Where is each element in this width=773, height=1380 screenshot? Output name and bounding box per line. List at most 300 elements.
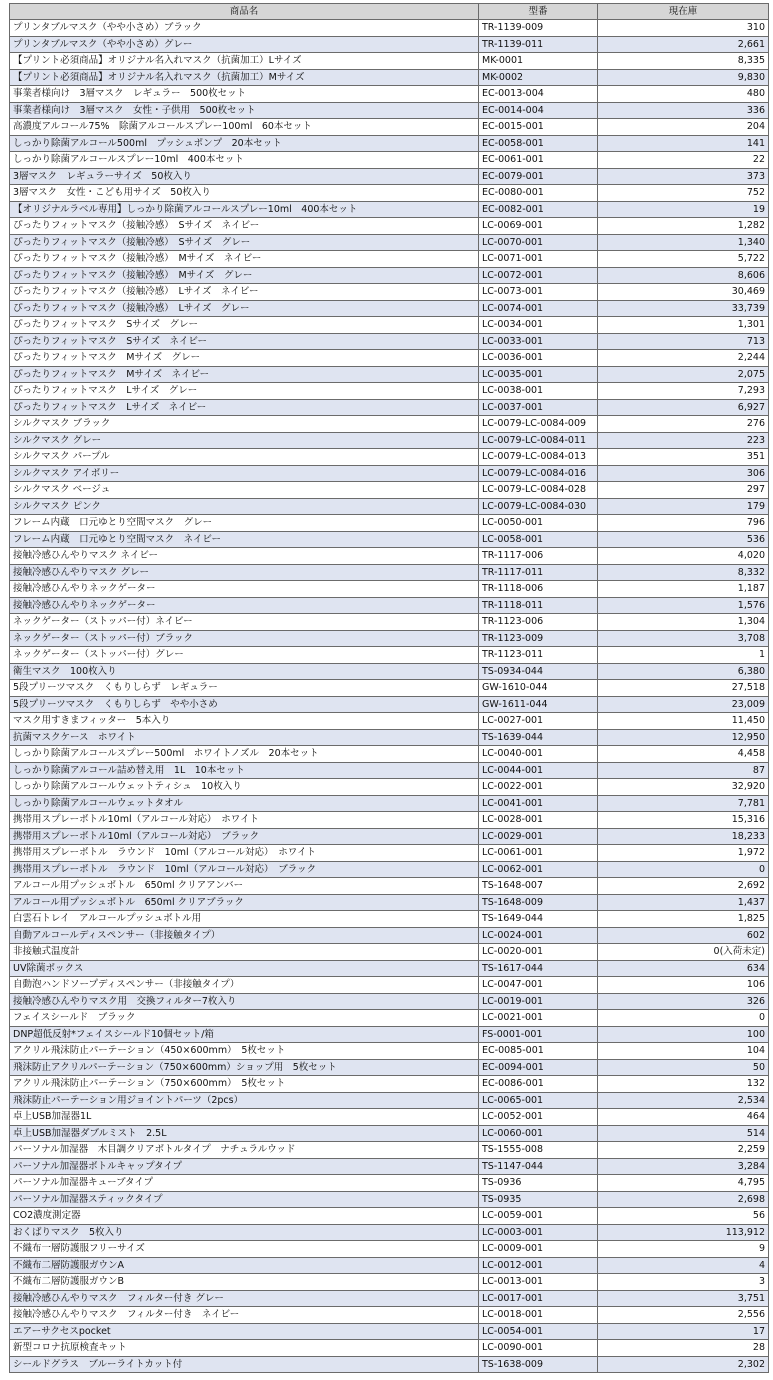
table-row: [10, 234, 769, 251]
table-row: [10, 762, 769, 779]
cell-stock: 30,469: [598, 284, 769, 301]
cell-stock: 336: [598, 102, 769, 119]
table-row: [10, 729, 769, 746]
table-row: [10, 1142, 769, 1159]
cell-model-number: TR-1118-011: [479, 597, 598, 614]
table-row: [10, 515, 769, 532]
cell-stock: 33,739: [598, 300, 769, 317]
cell-product-name: フェイスシールド ブラック: [10, 1010, 479, 1027]
cell-model-number: LC-0079-LC-0084-009: [479, 416, 598, 433]
cell-stock: 752: [598, 185, 769, 202]
cell-stock: 22: [598, 152, 769, 169]
cell-product-name: 携帯用スプレーボトル ラウンド 10ml（アルコール対応） ブラック: [10, 861, 479, 878]
table-row: [10, 1191, 769, 1208]
cell-model-number: TR-1139-011: [479, 36, 598, 53]
table-row: [10, 1241, 769, 1258]
cell-model-number: LC-0079-LC-0084-011: [479, 432, 598, 449]
table-row: [10, 20, 769, 37]
table-row: [10, 366, 769, 383]
cell-model-number: TR-1118-006: [479, 581, 598, 598]
cell-stock: 9,830: [598, 69, 769, 86]
cell-stock: 106: [598, 977, 769, 994]
cell-model-number: TS-0934-044: [479, 663, 598, 680]
cell-stock: 8,335: [598, 53, 769, 70]
table-row: [10, 168, 769, 185]
table-row: [10, 102, 769, 119]
table-row: [10, 284, 769, 301]
cell-stock: 132: [598, 1076, 769, 1093]
table-row: [10, 1224, 769, 1241]
cell-product-name: UV除菌ボックス: [10, 960, 479, 977]
table-row: [10, 267, 769, 284]
table-row: [10, 696, 769, 713]
cell-product-name: 接触冷感ひんやりマスク用 交換フィルター7枚入り: [10, 993, 479, 1010]
cell-product-name: ネックゲーター（ストッパー付）ブラック: [10, 630, 479, 647]
cell-product-name: エアーサクセスpocket: [10, 1323, 479, 1340]
header-row: [10, 4, 769, 20]
cell-stock: 1,437: [598, 894, 769, 911]
cell-stock: 1: [598, 647, 769, 664]
table-row: [10, 432, 769, 449]
cell-product-name: シルクマスク ピンク: [10, 498, 479, 515]
cell-model-number: LC-0065-001: [479, 1092, 598, 1109]
cell-stock: 1,282: [598, 218, 769, 235]
cell-model-number: TR-1117-006: [479, 548, 598, 565]
cell-model-number: EC-0082-001: [479, 201, 598, 218]
cell-model-number: TS-1639-044: [479, 729, 598, 746]
cell-product-name: 非接触式温度計: [10, 944, 479, 961]
cell-product-name: 飛沫防止パーテーション用ジョイントパーツ（2pcs）: [10, 1092, 479, 1109]
cell-product-name: 3層マスク レギュラーサイズ 50枚入り: [10, 168, 479, 185]
cell-product-name: ぴったりフィットマスク Lサイズ ネイビー: [10, 399, 479, 416]
table-row: [10, 647, 769, 664]
cell-model-number: TR-1139-009: [479, 20, 598, 37]
table-row: [10, 53, 769, 70]
cell-product-name: 接触冷感ひんやりマスク フィルター付き ネイビー: [10, 1307, 479, 1324]
table-row: [10, 812, 769, 829]
cell-product-name: ネックゲーター（ストッパー付）グレー: [10, 647, 479, 664]
cell-stock: 141: [598, 135, 769, 152]
cell-model-number: EC-0086-001: [479, 1076, 598, 1093]
cell-stock: 4,458: [598, 746, 769, 763]
cell-stock: 351: [598, 449, 769, 466]
cell-product-name: 接触冷感ひんやりネックゲーター: [10, 597, 479, 614]
cell-stock: 602: [598, 927, 769, 944]
cell-product-name: 携帯用スプレーボトル10ml（アルコール対応） ホワイト: [10, 812, 479, 829]
cell-stock: 1,301: [598, 317, 769, 334]
table-row: [10, 350, 769, 367]
cell-stock: 2,661: [598, 36, 769, 53]
cell-model-number: LC-0070-001: [479, 234, 598, 251]
cell-stock: 2,075: [598, 366, 769, 383]
cell-stock: 1,304: [598, 614, 769, 631]
cell-product-name: しっかり除菌アルコール詰め替え用 1L 10本セット: [10, 762, 479, 779]
table-row: [10, 630, 769, 647]
cell-product-name: しっかり除菌アルコールウェットティシュ 10枚入り: [10, 779, 479, 796]
cell-product-name: ぴったりフィットマスク（接触冷感） Lサイズ グレー: [10, 300, 479, 317]
cell-model-number: EC-0015-001: [479, 119, 598, 136]
cell-product-name: シルクマスク パープル: [10, 449, 479, 466]
cell-stock: 113,912: [598, 1224, 769, 1241]
table-row: [10, 1340, 769, 1357]
cell-model-number: EC-0014-004: [479, 102, 598, 119]
table-row: [10, 1274, 769, 1291]
cell-stock: 4,795: [598, 1175, 769, 1192]
table-row: [10, 1307, 769, 1324]
cell-model-number: LC-0036-001: [479, 350, 598, 367]
table-row: [10, 1109, 769, 1126]
cell-stock: 9: [598, 1241, 769, 1258]
cell-model-number: LC-0050-001: [479, 515, 598, 532]
cell-product-name: しっかり除菌アルコールウェットタオル: [10, 795, 479, 812]
cell-stock: 3,708: [598, 630, 769, 647]
table-row: [10, 152, 769, 169]
cell-product-name: ぴったりフィットマスク（接触冷感） Mサイズ グレー: [10, 267, 479, 284]
cell-product-name: 携帯用スプレーボトル10ml（アルコール対応） ブラック: [10, 828, 479, 845]
cell-model-number: LC-0020-001: [479, 944, 598, 961]
table-row: [10, 564, 769, 581]
cell-stock: 17: [598, 1323, 769, 1340]
cell-model-number: TR-1123-011: [479, 647, 598, 664]
table-row: [10, 927, 769, 944]
table-row: [10, 1010, 769, 1027]
cell-model-number: LC-0028-001: [479, 812, 598, 829]
cell-product-name: 携帯用スプレーボトル ラウンド 10ml（アルコール対応） ホワイト: [10, 845, 479, 862]
table-row: [10, 597, 769, 614]
cell-product-name: パーソナル加湿器スティックタイプ: [10, 1191, 479, 1208]
cell-stock: 104: [598, 1043, 769, 1060]
cell-stock: 23,009: [598, 696, 769, 713]
cell-model-number: LC-0003-001: [479, 1224, 598, 1241]
table-row: [10, 845, 769, 862]
table-row: [10, 1175, 769, 1192]
cell-stock: 3,751: [598, 1290, 769, 1307]
cell-stock: 480: [598, 86, 769, 103]
table-row: [10, 779, 769, 796]
cell-stock: 2,692: [598, 878, 769, 895]
cell-model-number: LC-0061-001: [479, 845, 598, 862]
cell-stock: 796: [598, 515, 769, 532]
cell-product-name: 5段プリーツマスク くもりしらず やや小さめ: [10, 696, 479, 713]
cell-stock: 0(入荷未定): [598, 944, 769, 961]
cell-product-name: 自動泡ハンドソープディスペンサー（非接触タイプ）: [10, 977, 479, 994]
table-row: [10, 333, 769, 350]
cell-product-name: アクリル飛沫防止パーテーション（450×600mm） 5枚セット: [10, 1043, 479, 1060]
cell-stock: 11,450: [598, 713, 769, 730]
cell-model-number: LC-0062-001: [479, 861, 598, 878]
cell-model-number: LC-0047-001: [479, 977, 598, 994]
cell-stock: 32,920: [598, 779, 769, 796]
table-row: [10, 317, 769, 334]
cell-stock: 1,825: [598, 911, 769, 928]
cell-model-number: LC-0060-001: [479, 1125, 598, 1142]
cell-product-name: しっかり除菌アルコールスプレー500ml ホワイトノズル 20本セット: [10, 746, 479, 763]
cell-product-name: 接触冷感ひんやりネックゲーター: [10, 581, 479, 598]
cell-stock: 27,518: [598, 680, 769, 697]
table-row: [10, 1323, 769, 1340]
cell-product-name: アルコール用プッシュボトル 650ml クリアアンバー: [10, 878, 479, 895]
cell-model-number: LC-0073-001: [479, 284, 598, 301]
table-row: [10, 531, 769, 548]
cell-product-name: 接触冷感ひんやりマスク グレー: [10, 564, 479, 581]
cell-product-name: 3層マスク 女性・こども用サイズ 50枚入り: [10, 185, 479, 202]
cell-product-name: シルクマスク グレー: [10, 432, 479, 449]
cell-product-name: しっかり除菌アルコール500ml プッシュポンプ 20本セット: [10, 135, 479, 152]
table-row: [10, 218, 769, 235]
cell-product-name: 【オリジナルラベル専用】しっかり除菌アルコールスプレー10ml 400本セット: [10, 201, 479, 218]
table-row: [10, 1076, 769, 1093]
table-row: [10, 713, 769, 730]
cell-product-name: ぴったりフィットマスク Sサイズ グレー: [10, 317, 479, 334]
cell-stock: 326: [598, 993, 769, 1010]
cell-stock: 15,316: [598, 812, 769, 829]
cell-model-number: LC-0021-001: [479, 1010, 598, 1027]
cell-model-number: LC-0059-001: [479, 1208, 598, 1225]
cell-product-name: フレーム内蔵 口元ゆとり空間マスク ネイビー: [10, 531, 479, 548]
cell-stock: 310: [598, 20, 769, 37]
table-row: [10, 1158, 769, 1175]
table-row: [10, 185, 769, 202]
table-row: [10, 878, 769, 895]
table-row: [10, 1026, 769, 1043]
cell-product-name: 接触冷感ひんやりマスク ネイビー: [10, 548, 479, 565]
table-row: [10, 383, 769, 400]
cell-product-name: アクリル飛沫防止パーテーション（750×600mm） 5枚セット: [10, 1076, 479, 1093]
cell-model-number: MK-0001: [479, 53, 598, 70]
cell-stock: 713: [598, 333, 769, 350]
cell-stock: 2,302: [598, 1356, 769, 1373]
cell-product-name: 高濃度アルコール75% 除菌アルコールスプレー100ml 60本セット: [10, 119, 479, 136]
cell-product-name: ぴったりフィットマスク（接触冷感） Sサイズ グレー: [10, 234, 479, 251]
cell-model-number: LC-0074-001: [479, 300, 598, 317]
cell-product-name: シールドグラス ブルーライトカット付: [10, 1356, 479, 1373]
cell-product-name: DNP超低反射*フェイスシールド10個セット/箱: [10, 1026, 479, 1043]
cell-stock: 5,722: [598, 251, 769, 268]
cell-product-name: ぴったりフィットマスク Lサイズ グレー: [10, 383, 479, 400]
cell-product-name: 飛沫防止アクリルパーテーション（750×600mm）ショップ用 5枚セット: [10, 1059, 479, 1076]
cell-product-name: ぴったりフィットマスク（接触冷感） Sサイズ ネイビー: [10, 218, 479, 235]
cell-model-number: LC-0018-001: [479, 1307, 598, 1324]
cell-product-name: 事業者様向け 3層マスク レギュラー 500枚セット: [10, 86, 479, 103]
cell-stock: 297: [598, 482, 769, 499]
cell-stock: 3: [598, 1274, 769, 1291]
cell-model-number: LC-0037-001: [479, 399, 598, 416]
cell-product-name: 白雲石トレイ アルコールプッシュボトル用: [10, 911, 479, 928]
cell-model-number: LC-0090-001: [479, 1340, 598, 1357]
cell-product-name: ぴったりフィットマスク（接触冷感） Lサイズ ネイビー: [10, 284, 479, 301]
cell-model-number: LC-0058-001: [479, 531, 598, 548]
cell-model-number: LC-0033-001: [479, 333, 598, 350]
cell-stock: 28: [598, 1340, 769, 1357]
table-row: [10, 828, 769, 845]
cell-model-number: LC-0024-001: [479, 927, 598, 944]
cell-model-number: LC-0054-001: [479, 1323, 598, 1340]
cell-product-name: アルコール用プッシュボトル 650ml クリアブラック: [10, 894, 479, 911]
cell-model-number: LC-0069-001: [479, 218, 598, 235]
table-row: [10, 1092, 769, 1109]
table-row: [10, 960, 769, 977]
cell-model-number: LC-0079-LC-0084-016: [479, 465, 598, 482]
cell-stock: 4,020: [598, 548, 769, 565]
cell-stock: 56: [598, 1208, 769, 1225]
cell-stock: 1,972: [598, 845, 769, 862]
header-model-number: 型番: [479, 4, 598, 20]
cell-product-name: パーソナル加湿器ボトルキャップタイプ: [10, 1158, 479, 1175]
table-row: [10, 135, 769, 152]
cell-product-name: 卓上USB加湿器ダブルミスト 2.5L: [10, 1125, 479, 1142]
table-row: [10, 663, 769, 680]
cell-product-name: シルクマスク ベージュ: [10, 482, 479, 499]
table-row: [10, 201, 769, 218]
table-row: [10, 399, 769, 416]
cell-stock: 18,233: [598, 828, 769, 845]
cell-stock: 100: [598, 1026, 769, 1043]
cell-stock: 223: [598, 432, 769, 449]
cell-stock: 87: [598, 762, 769, 779]
cell-model-number: TS-1555-008: [479, 1142, 598, 1159]
cell-stock: 12,950: [598, 729, 769, 746]
cell-model-number: LC-0009-001: [479, 1241, 598, 1258]
cell-product-name: 新型コロナ抗原検査キット: [10, 1340, 479, 1357]
cell-product-name: ぴったりフィットマスク Mサイズ ネイビー: [10, 366, 479, 383]
cell-stock: 2,698: [598, 1191, 769, 1208]
cell-stock: 1,340: [598, 234, 769, 251]
cell-stock: 50: [598, 1059, 769, 1076]
table-row: [10, 416, 769, 433]
cell-model-number: LC-0079-LC-0084-030: [479, 498, 598, 515]
table-row: [10, 1257, 769, 1274]
cell-stock: 2,244: [598, 350, 769, 367]
table-row: [10, 795, 769, 812]
cell-product-name: シルクマスク アイボリー: [10, 465, 479, 482]
cell-model-number: EC-0058-001: [479, 135, 598, 152]
cell-product-name: 5段プリーツマスク くもりしらず レギュラー: [10, 680, 479, 697]
table-row: [10, 680, 769, 697]
table-row: [10, 482, 769, 499]
table-row: [10, 614, 769, 631]
cell-product-name: マスク用すきまフィッター 5本入り: [10, 713, 479, 730]
stock-table: [9, 3, 769, 1373]
cell-product-name: 卓上USB加湿器1L: [10, 1109, 479, 1126]
table-row: [10, 119, 769, 136]
cell-model-number: LC-0012-001: [479, 1257, 598, 1274]
cell-stock: 464: [598, 1109, 769, 1126]
table-row: [10, 251, 769, 268]
table-row: [10, 581, 769, 598]
cell-product-name: パーソナル加湿器 木目調クリアボトルタイプ ナチュラルウッド: [10, 1142, 479, 1159]
cell-model-number: GW-1611-044: [479, 696, 598, 713]
cell-model-number: EC-0085-001: [479, 1043, 598, 1060]
cell-model-number: LC-0040-001: [479, 746, 598, 763]
cell-model-number: TS-0936: [479, 1175, 598, 1192]
cell-stock: 0: [598, 861, 769, 878]
cell-product-name: おくばりマスク 5枚入り: [10, 1224, 479, 1241]
cell-product-name: しっかり除菌アルコールスプレー10ml 400本セット: [10, 152, 479, 169]
cell-model-number: GW-1610-044: [479, 680, 598, 697]
cell-product-name: 不織布二層防護服ガウンB: [10, 1274, 479, 1291]
cell-stock: 2,259: [598, 1142, 769, 1159]
cell-product-name: 衛生マスク 100枚入り: [10, 663, 479, 680]
cell-model-number: TS-1638-009: [479, 1356, 598, 1373]
table-row: [10, 993, 769, 1010]
cell-stock: 6,927: [598, 399, 769, 416]
cell-model-number: FS-0001-001: [479, 1026, 598, 1043]
table-row: [10, 1356, 769, 1373]
cell-product-name: ぴったりフィットマスク Mサイズ グレー: [10, 350, 479, 367]
header-current-stock: 現在庫: [598, 4, 769, 20]
cell-product-name: 抗菌マスクケース ホワイト: [10, 729, 479, 746]
cell-stock: 7,293: [598, 383, 769, 400]
cell-model-number: EC-0061-001: [479, 152, 598, 169]
table-row: [10, 944, 769, 961]
cell-model-number: LC-0029-001: [479, 828, 598, 845]
table-row: [10, 1043, 769, 1060]
cell-model-number: TS-1649-044: [479, 911, 598, 928]
cell-model-number: LC-0044-001: [479, 762, 598, 779]
cell-model-number: TS-1648-007: [479, 878, 598, 895]
table-row: [10, 894, 769, 911]
table-body: [10, 20, 769, 1373]
cell-model-number: EC-0079-001: [479, 168, 598, 185]
cell-model-number: TS-1648-009: [479, 894, 598, 911]
cell-model-number: LC-0022-001: [479, 779, 598, 796]
cell-product-name: シルクマスク ブラック: [10, 416, 479, 433]
cell-product-name: 接触冷感ひんやりマスク フィルター付き グレー: [10, 1290, 479, 1307]
cell-stock: 1,576: [598, 597, 769, 614]
cell-stock: 276: [598, 416, 769, 433]
cell-product-name: 不織布一層防護服フリーサイズ: [10, 1241, 479, 1258]
cell-product-name: 事業者様向け 3層マスク 女性・子供用 500枚セット: [10, 102, 479, 119]
cell-stock: 179: [598, 498, 769, 515]
table-row: [10, 977, 769, 994]
cell-model-number: TR-1123-009: [479, 630, 598, 647]
cell-model-number: LC-0027-001: [479, 713, 598, 730]
cell-model-number: LC-0017-001: [479, 1290, 598, 1307]
cell-model-number: LC-0035-001: [479, 366, 598, 383]
table-row: [10, 1125, 769, 1142]
cell-product-name: CO2濃度測定器: [10, 1208, 479, 1225]
cell-model-number: TS-1617-044: [479, 960, 598, 977]
cell-product-name: プリンタブルマスク（やや小さめ）ブラック: [10, 20, 479, 37]
cell-stock: 536: [598, 531, 769, 548]
table-row: [10, 86, 769, 103]
cell-model-number: LC-0038-001: [479, 383, 598, 400]
cell-stock: 373: [598, 168, 769, 185]
cell-stock: 0: [598, 1010, 769, 1027]
cell-stock: 306: [598, 465, 769, 482]
cell-stock: 634: [598, 960, 769, 977]
cell-model-number: TS-1147-044: [479, 1158, 598, 1175]
cell-model-number: EC-0080-001: [479, 185, 598, 202]
cell-model-number: LC-0079-LC-0084-028: [479, 482, 598, 499]
table-row: [10, 1208, 769, 1225]
header-product-name: 商品名: [10, 4, 479, 20]
table-row: [10, 498, 769, 515]
table-row: [10, 449, 769, 466]
cell-model-number: LC-0019-001: [479, 993, 598, 1010]
cell-stock: 204: [598, 119, 769, 136]
cell-model-number: LC-0071-001: [479, 251, 598, 268]
table-row: [10, 861, 769, 878]
cell-product-name: 不織布二層防護服ガウンA: [10, 1257, 479, 1274]
table-row: [10, 69, 769, 86]
cell-stock: 2,534: [598, 1092, 769, 1109]
cell-model-number: LC-0052-001: [479, 1109, 598, 1126]
cell-model-number: EC-0013-004: [479, 86, 598, 103]
cell-model-number: LC-0034-001: [479, 317, 598, 334]
cell-stock: 3,284: [598, 1158, 769, 1175]
table-row: [10, 465, 769, 482]
